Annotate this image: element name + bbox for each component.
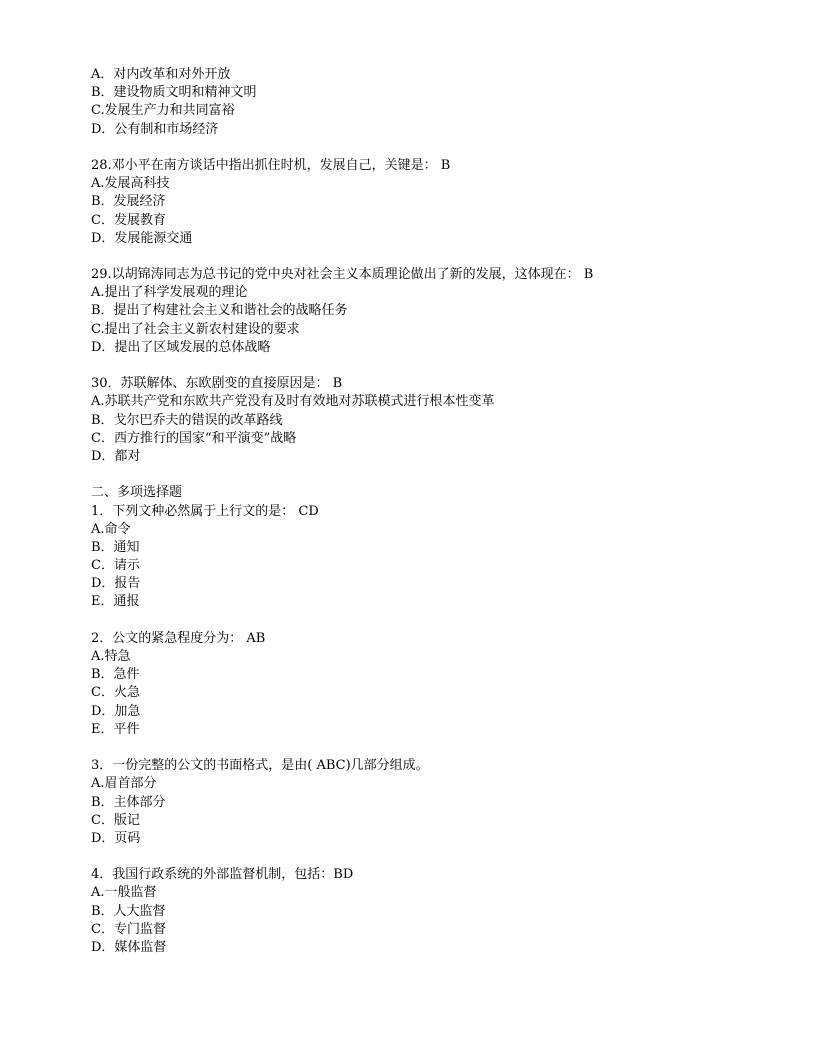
text-line: D．提出了区域发展的总体战略: [91, 339, 271, 355]
text-line: D．媒体监督: [91, 940, 167, 955]
text-line: C．火急: [91, 685, 140, 701]
text-line: A.苏联共产党和东欧共产党没有及时有效地对苏联模式进行根本性变革: [91, 394, 495, 410]
text-line: A．对内改革和对外开放: [91, 67, 231, 82]
question-text: 二、多项选择题: [91, 485, 183, 501]
text-line: B．通知: [91, 539, 140, 555]
question-block: [91, 757, 816, 848]
question-block: [91, 866, 816, 957]
text-line: B．提出了构建社会主义和谐社会的战略任务: [91, 303, 348, 319]
text-line: 1．下列文种必然属于上行文的是： CD: [91, 503, 319, 519]
text-line: B．建设物质文明和精神文明: [91, 85, 257, 101]
paragraph-gap: [91, 139, 816, 157]
text-line: B．戈尔巴乔夫的错误的改革路线: [91, 412, 283, 428]
paragraph-gap: [91, 466, 816, 484]
text-line: A.特急: [91, 649, 131, 664]
text-line: B．急件: [91, 667, 140, 683]
paragraph-gap: [91, 248, 816, 266]
question-text: 4．我国行政系统的外部监督机制，包括：BD: [91, 867, 354, 883]
text-line: C．请示: [91, 558, 140, 574]
question-block: [91, 375, 816, 466]
text-line: C．版记: [91, 812, 140, 828]
text-line: D．报告: [91, 576, 141, 592]
text-line: B．发展经济: [91, 194, 166, 210]
question-block: [91, 484, 816, 611]
paragraph-gap: [91, 848, 816, 866]
text-line: C.提出了社会主义新农村建设的要求: [91, 321, 300, 337]
question-block: [91, 266, 816, 357]
text-line: B．主体部分: [91, 794, 166, 810]
question-text: 29.以胡锦涛同志为总书记的党中央对社会主义本质理论做出了新的发展，这体现在： B: [91, 267, 594, 283]
text-line: A.命令: [91, 521, 131, 537]
text-line: D．都对: [91, 448, 141, 464]
text-line: A.提出了科学发展观的理论: [91, 285, 248, 301]
question-list: [91, 66, 816, 957]
text-line: C．发展教育: [91, 212, 166, 228]
text-line: E．通报: [91, 594, 140, 610]
question-block: [91, 157, 816, 248]
paragraph-gap: [91, 739, 816, 757]
text-line: C.发展生产力和共同富裕: [91, 103, 235, 119]
text-line: D．公有制和市场经济: [91, 121, 219, 137]
paragraph-gap: [91, 612, 816, 630]
text-line: B．人大监督: [91, 903, 166, 919]
text-line: C．专门监督: [91, 921, 166, 937]
question-text: 3．一份完整的公文的书面格式，是由( ABC)几部分组成。: [91, 758, 429, 774]
text-line: A.发展高科技: [91, 176, 170, 192]
question-block: [91, 630, 816, 739]
text-line: A.眉首部分: [91, 776, 157, 792]
question-text: 28.邓小平在南方谈话中指出抓住时机，发展自己，关键是： B: [91, 157, 451, 173]
question-text: 30．苏联解体、东欧剧变的直接原因是： B: [91, 376, 343, 392]
text-line: D．加急: [91, 703, 141, 719]
text-line: E．平件: [91, 721, 140, 737]
paragraph-gap: [91, 357, 816, 375]
text-line: A.一般监督: [91, 885, 157, 901]
question-text: 2．公文的紧急程度分为： AB: [91, 630, 266, 646]
text-line: C．西方推行的国家“和平演变”战略: [91, 430, 297, 446]
text-line: D．页码: [91, 830, 141, 846]
question-block: [91, 66, 816, 139]
text-line: D．发展能源交通: [91, 230, 193, 246]
